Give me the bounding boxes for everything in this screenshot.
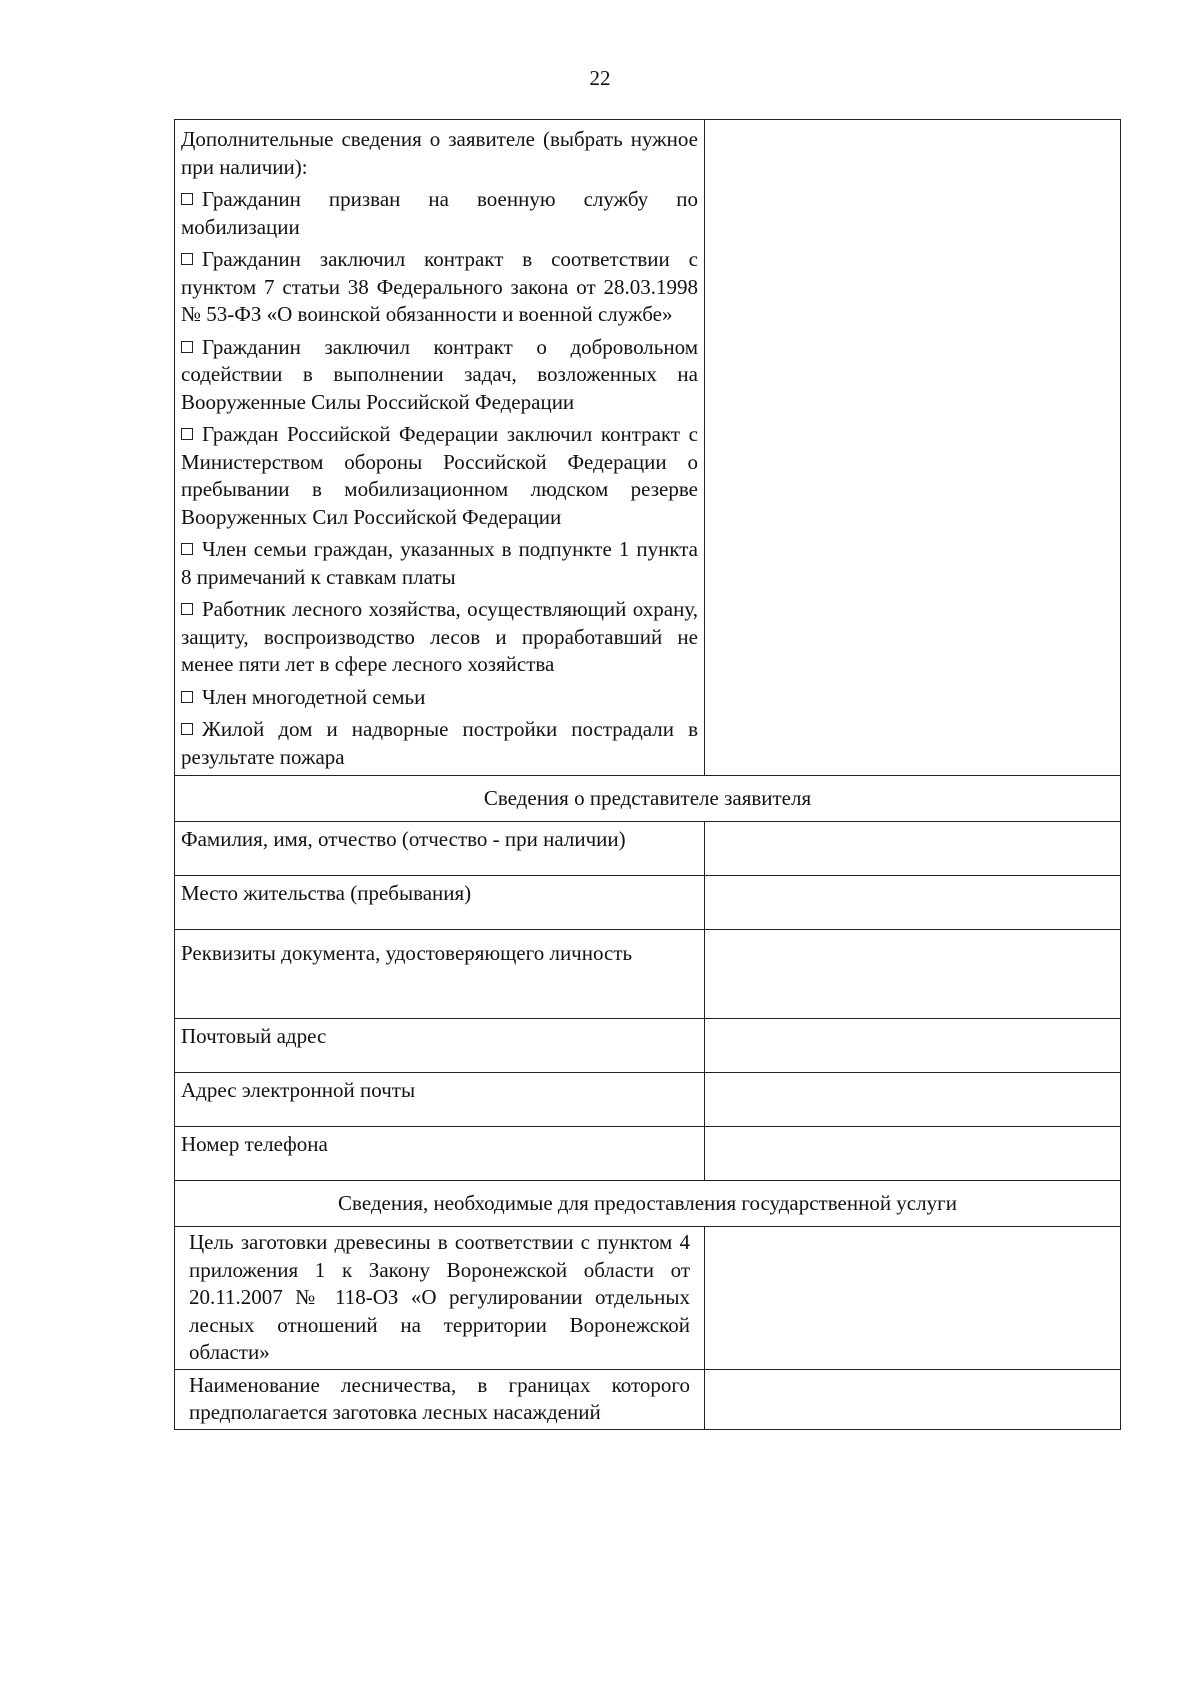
field-label: Место жительства (пребывания) [175,876,705,930]
option-label: Гражданин заключил контракт о добровольном содействии в выполнении задач, возложенных на Вооруженные Силы Российской Федерации [181,334,698,414]
representative-section-title: Сведения о представителе заявителя [175,776,1121,822]
field-row-phone [175,1127,1121,1181]
option-large-family[interactable] [181,684,698,712]
checkbox-icon[interactable] [181,428,193,440]
option-contract-art38[interactable] [181,246,698,329]
postal-address-value[interactable] [705,1019,1121,1073]
applicant-additional-cell [175,120,705,776]
option-volunteer-contract[interactable] [181,334,698,417]
service-section-row [175,1181,1121,1227]
option-fire-damage[interactable] [181,716,698,771]
service-section-title: Сведения, необходимые для предоставления государственной услуги [175,1181,1121,1227]
option-mobilized[interactable] [181,186,698,241]
applicant-additional-value[interactable] [705,120,1121,776]
option-label: Гражданин заключил контракт в соответствии с пунктом 7 статьи 38 Федерального закона от 28.03.1998 № 53-ФЗ «О воинской обязанности и военной службе» [181,247,698,326]
field-row-postal-address [175,1019,1121,1073]
checkbox-icon[interactable] [181,603,193,615]
field-label: Наименование лесничества, в границах которого предполагается заготовка лесных насаждений [175,1369,705,1429]
checkbox-icon[interactable] [181,253,193,265]
field-label: Почтовый адрес [175,1019,705,1073]
option-label: Член семьи граждан, указанных в подпункте 1 пункта 8 примечаний к ставкам платы [181,537,698,589]
applicant-additional-row [175,120,1121,776]
field-row-residence [175,876,1121,930]
full-name-value[interactable] [705,822,1121,876]
field-row-forestry-name [175,1369,1121,1429]
option-label: Граждан Российской Федерации заключил контракт с Министерством обороны Российской Федерации о пребывании в мобилизационном людском резерве Вооруженных Сил Российской Федерации [181,422,698,529]
field-label: Реквизиты документа, удостоверяющего личность [175,930,705,1019]
field-row-id-document [175,930,1121,1019]
checkbox-icon[interactable] [181,543,193,555]
option-label: Гражданин призван на военную службу по мобилизации [181,187,698,239]
field-label: Фамилия, имя, отчество (отчество - при наличии) [175,822,705,876]
residence-value[interactable] [705,876,1121,930]
checkbox-icon[interactable] [181,193,193,205]
option-label: Работник лесного хозяйства, осуществляющий охрану, защиту, воспроизводство лесов и проработавший не менее пяти лет в сфере лесного хозяйства [181,597,698,676]
field-label: Цель заготовки древесины в соответствии с пунктом 4 приложения 1 к Закону Воронежской области от 20.11.2007 № 118-ОЗ «О регулировании отдельных лесных отношений на территории Воронежской области» [175,1227,705,1370]
checkbox-icon[interactable] [181,691,193,703]
representative-section-row [175,776,1121,822]
field-label: Адрес электронной почты [175,1073,705,1127]
option-mobilization-reserve[interactable] [181,421,698,531]
option-label: Член многодетной семьи [202,684,426,709]
checkbox-icon[interactable] [181,341,193,353]
email-value[interactable] [705,1073,1121,1127]
option-family-member[interactable] [181,536,698,591]
page-number: 22 [589,66,611,90]
checkbox-icon[interactable] [181,723,193,735]
field-row-full-name [175,822,1121,876]
option-forestry-worker[interactable] [181,596,698,679]
id-document-value[interactable] [705,930,1121,1019]
field-row-email [175,1073,1121,1127]
forestry-name-value[interactable] [705,1369,1121,1429]
harvest-purpose-value[interactable] [705,1227,1121,1370]
application-form-table [174,119,1121,1430]
field-label: Номер телефона [175,1127,705,1181]
field-row-harvest-purpose [175,1227,1121,1370]
phone-value[interactable] [705,1127,1121,1181]
option-label: Жилой дом и надворные постройки пострадали в результате пожара [181,717,698,769]
applicant-additional-heading: Дополнительные сведения о заявителе (выбрать нужное при наличии): [181,127,698,179]
